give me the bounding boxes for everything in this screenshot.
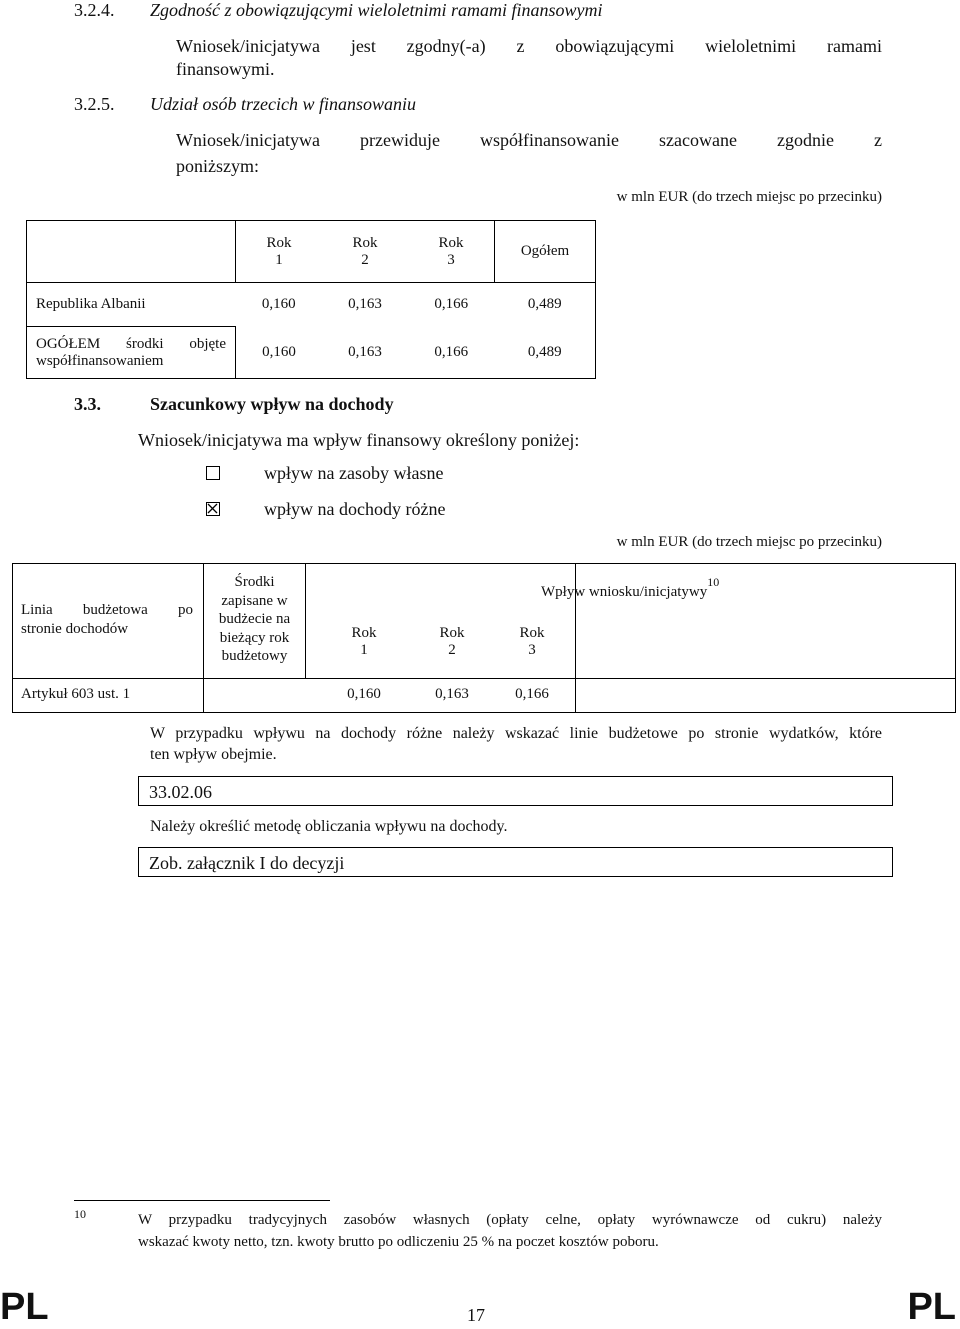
method-box: Zob. załącznik I do decyzji [138, 847, 893, 877]
section-text-324-line1: Wniosek/inicjatywa jest zgodny(-a) z obowiązującymi wieloletnimi ramami [176, 36, 882, 56]
section-text-324-line2: finansowymi. [176, 59, 275, 79]
rev-header-budget-line: Linia budżetowa po [21, 602, 193, 618]
rev-row-label: Artykuł 603 ust. 1 [21, 686, 131, 702]
rev-header-appropriations: Środki zapisane w budżecie na bieżący rok budżetowy [218, 574, 291, 664]
cofin-header-year-3: Rok 3 [408, 221, 495, 283]
section-title-33: Szacunkowy wpływ na dochody [150, 394, 394, 414]
rev-header-year-3: Rok 3 [519, 625, 545, 658]
section-intro-33: Wniosek/inicjatywa ma wpływ finansowy określony poniżej: [138, 430, 580, 450]
checkbox-cross-icon [207, 503, 218, 514]
misc-note-line2: ten wpływ obejmie. [150, 746, 277, 763]
section-title-324: Zgodność z obowiązującymi wieloletnimi ramami finansowymi [150, 0, 603, 20]
cofin-table [26, 220, 596, 379]
section-title-325: Udział osób trzecich w finansowaniu [150, 94, 417, 114]
rev-header-impact: Wpływ wniosku/inicjatywy$^{10}$ [541, 575, 720, 600]
misc-note-line1: W przypadku wpływu na dochody różne należy wskazać linie budżetowe po stronie wydatków, które [150, 725, 882, 742]
cofin-cell: 0,489 [495, 283, 596, 327]
footer-lang-left: PL [0, 1286, 49, 1328]
option-own-resources-label: wpływ na zasoby własne [264, 463, 444, 483]
checkbox-own-resources[interactable] [206, 466, 220, 480]
rev-cell-year-1: 0,160 [347, 686, 381, 702]
cofin-row-label: OGÓŁEM środki objęte współfinansowaniem [27, 327, 236, 379]
cofin-cell: 0,166 [408, 283, 495, 327]
footer-lang-right: PL [907, 1286, 956, 1328]
rev-cell-year-3: 0,166 [515, 686, 549, 702]
footnote-number: 10 [74, 1207, 86, 1221]
cofin-header-year-1: Rok 1 [236, 221, 323, 283]
cofin-row-label: Republika Albanii [27, 283, 236, 327]
cofin-cell: 0,160 [236, 327, 323, 379]
cofin-row-total [27, 327, 596, 379]
cofin-cell: 0,166 [408, 327, 495, 379]
rev-header-budget-line-2: stronie dochodów [21, 621, 129, 637]
rev-header-year-2: Rok 2 [439, 625, 465, 658]
rev-header-year-1: Rok 1 [351, 625, 377, 658]
option-misc-revenue-label: wpływ na dochody różne [264, 499, 446, 519]
cofin-cell: 0,489 [495, 327, 596, 379]
unit-note-revenue: w mln EUR (do trzech miejsc po przecinku) [616, 534, 882, 550]
footnote-separator [74, 1200, 330, 1201]
cofin-header-year-2: Rok 2 [322, 221, 408, 283]
cofin-header-empty [27, 221, 236, 283]
cofin-cell: 0,163 [322, 327, 408, 379]
expenditure-lines-box: 33.02.06 [138, 776, 893, 806]
cofin-cell: 0,160 [236, 283, 323, 327]
footnote-line1: W przypadku tradycyjnych zasobów własnych (opłaty celne, opłaty wyrównawcze od cukru) należy [138, 1212, 882, 1228]
section-number-324: 3.2.4. [74, 0, 115, 20]
cofin-row-albania [27, 283, 596, 327]
unit-note-cofin: w mln EUR (do trzech miejsc po przecinku) [616, 189, 882, 205]
cofin-header-total: Ogółem [495, 221, 596, 283]
checkbox-misc-revenue[interactable] [206, 502, 220, 516]
section-text-325-line1: Wniosek/inicjatywa przewiduje współfinansowanie szacowane zgodnie z [176, 130, 882, 150]
method-label: Należy określić metodę obliczania wpływu na dochody. [150, 818, 508, 835]
footnote-ref-10: 10 [707, 575, 720, 589]
footer-page-number: 17 [467, 1305, 485, 1325]
rev-cell-year-2: 0,163 [435, 686, 469, 702]
cofin-header-row [27, 221, 596, 283]
footnote-line2: wskazać kwoty netto, tzn. kwoty brutto po odliczeniu 25 % na poczet kosztów poboru. [138, 1234, 659, 1250]
section-number-325: 3.2.5. [74, 94, 115, 114]
cofin-cell: 0,163 [322, 283, 408, 327]
section-number-33: 3.3. [74, 394, 101, 414]
section-text-325-line2: poniższym: [176, 156, 259, 176]
